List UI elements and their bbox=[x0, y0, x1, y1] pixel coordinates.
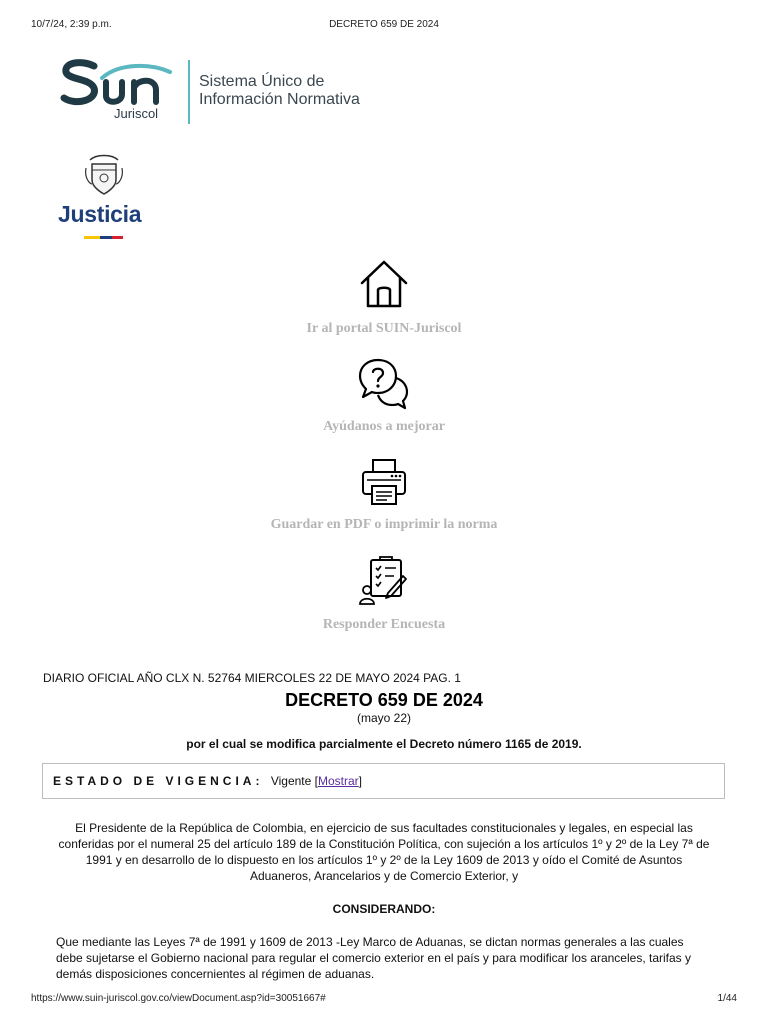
decree-subtitle: por el cual se modifica parcialmente el Decreto número 1165 de 2019. bbox=[186, 737, 582, 751]
vigencia-box bbox=[42, 763, 725, 799]
suin-tagline-1: Sistema Único de bbox=[199, 73, 325, 90]
portal-link-label[interactable]: Ir al portal SUIN-Juriscol bbox=[306, 321, 462, 336]
vigencia-bracket-close: ] bbox=[358, 774, 362, 788]
feedback-link-label[interactable]: Ayúdanos a mejorar bbox=[323, 419, 445, 434]
vigencia-value: Vigente bbox=[270, 774, 312, 788]
suin-subtitle: Juriscol bbox=[114, 106, 159, 121]
page-number: 1/44 bbox=[717, 993, 737, 1004]
vigencia-label: ESTADO DE VIGENCIA: bbox=[53, 774, 264, 788]
printer-icon bbox=[359, 456, 409, 508]
print-datetime: 10/7/24, 2:39 p.m. bbox=[31, 19, 112, 30]
print-doc-title: DECRETO 659 DE 2024 bbox=[329, 19, 439, 30]
print-url: https://www.suin-juriscol.gov.co/viewDocument.asp?id=30051667# bbox=[31, 993, 326, 1004]
feedback-link[interactable] bbox=[0, 356, 768, 435]
show-vigencia-link[interactable]: Mostrar bbox=[317, 774, 359, 788]
colombia-flag-strip bbox=[84, 236, 123, 239]
coat-of-arms-icon bbox=[84, 154, 124, 198]
home-icon bbox=[359, 258, 409, 312]
suin-juriscol-logo bbox=[60, 58, 380, 128]
diario-oficial-line: DIARIO OFICIAL AÑO CLX N. 52764 MIERCOLES 22 DE MAYO 2024 PAG. 1 bbox=[43, 671, 461, 685]
vigencia-bracket-open: [ bbox=[314, 774, 318, 788]
print-pdf-link[interactable] bbox=[0, 456, 768, 533]
survey-link[interactable] bbox=[0, 556, 768, 633]
suin-tagline-2: Información Normativa bbox=[199, 91, 360, 108]
decree-title: DECRETO 659 DE 2024 bbox=[285, 690, 483, 710]
considerando-heading: CONSIDERANDO: bbox=[332, 902, 436, 916]
considerando-paragraph: Que mediante las Leyes 7ª de 1991 y 1609 de 2013 -Ley Marco de Aduanas, se dictan normas generales a las cuales debe sujetarse el Gobierno nacional para regular el comercio exterior en el país y para modificar los aranceles, tarifas y demás disposiciones concernientes al régimen de aduanas. bbox=[56, 935, 691, 981]
logo-divider bbox=[188, 60, 190, 124]
decree-date: (mayo 22) bbox=[356, 711, 412, 725]
help-chat-icon bbox=[358, 356, 410, 410]
survey-icon bbox=[359, 556, 409, 608]
print-pdf-label[interactable]: Guardar en PDF o imprimir la norma bbox=[270, 517, 498, 532]
survey-label[interactable]: Responder Encuesta bbox=[322, 617, 446, 632]
justicia-wordmark: Justicia bbox=[58, 201, 142, 227]
preamble-paragraph: El Presidente de la República de Colombia, en ejercicio de sus facultades constitucionales y legales, en especial las conferidas por el numeral 25 del artículo 189 de la Constitución Política, con sujeción a los artículos 1º y 2º de la Ley 7ª de 1991 y en desarrollo de lo dispuesto en los artículos 1º y 2º de la Ley 1609 de 2013 y oído el Comité de Asuntos Aduaneros, Arancelarios y de Comercio Exterior, y bbox=[58, 821, 710, 883]
justicia-logo bbox=[56, 154, 152, 244]
portal-link[interactable] bbox=[0, 258, 768, 337]
suin-mark-icon bbox=[60, 58, 175, 110]
